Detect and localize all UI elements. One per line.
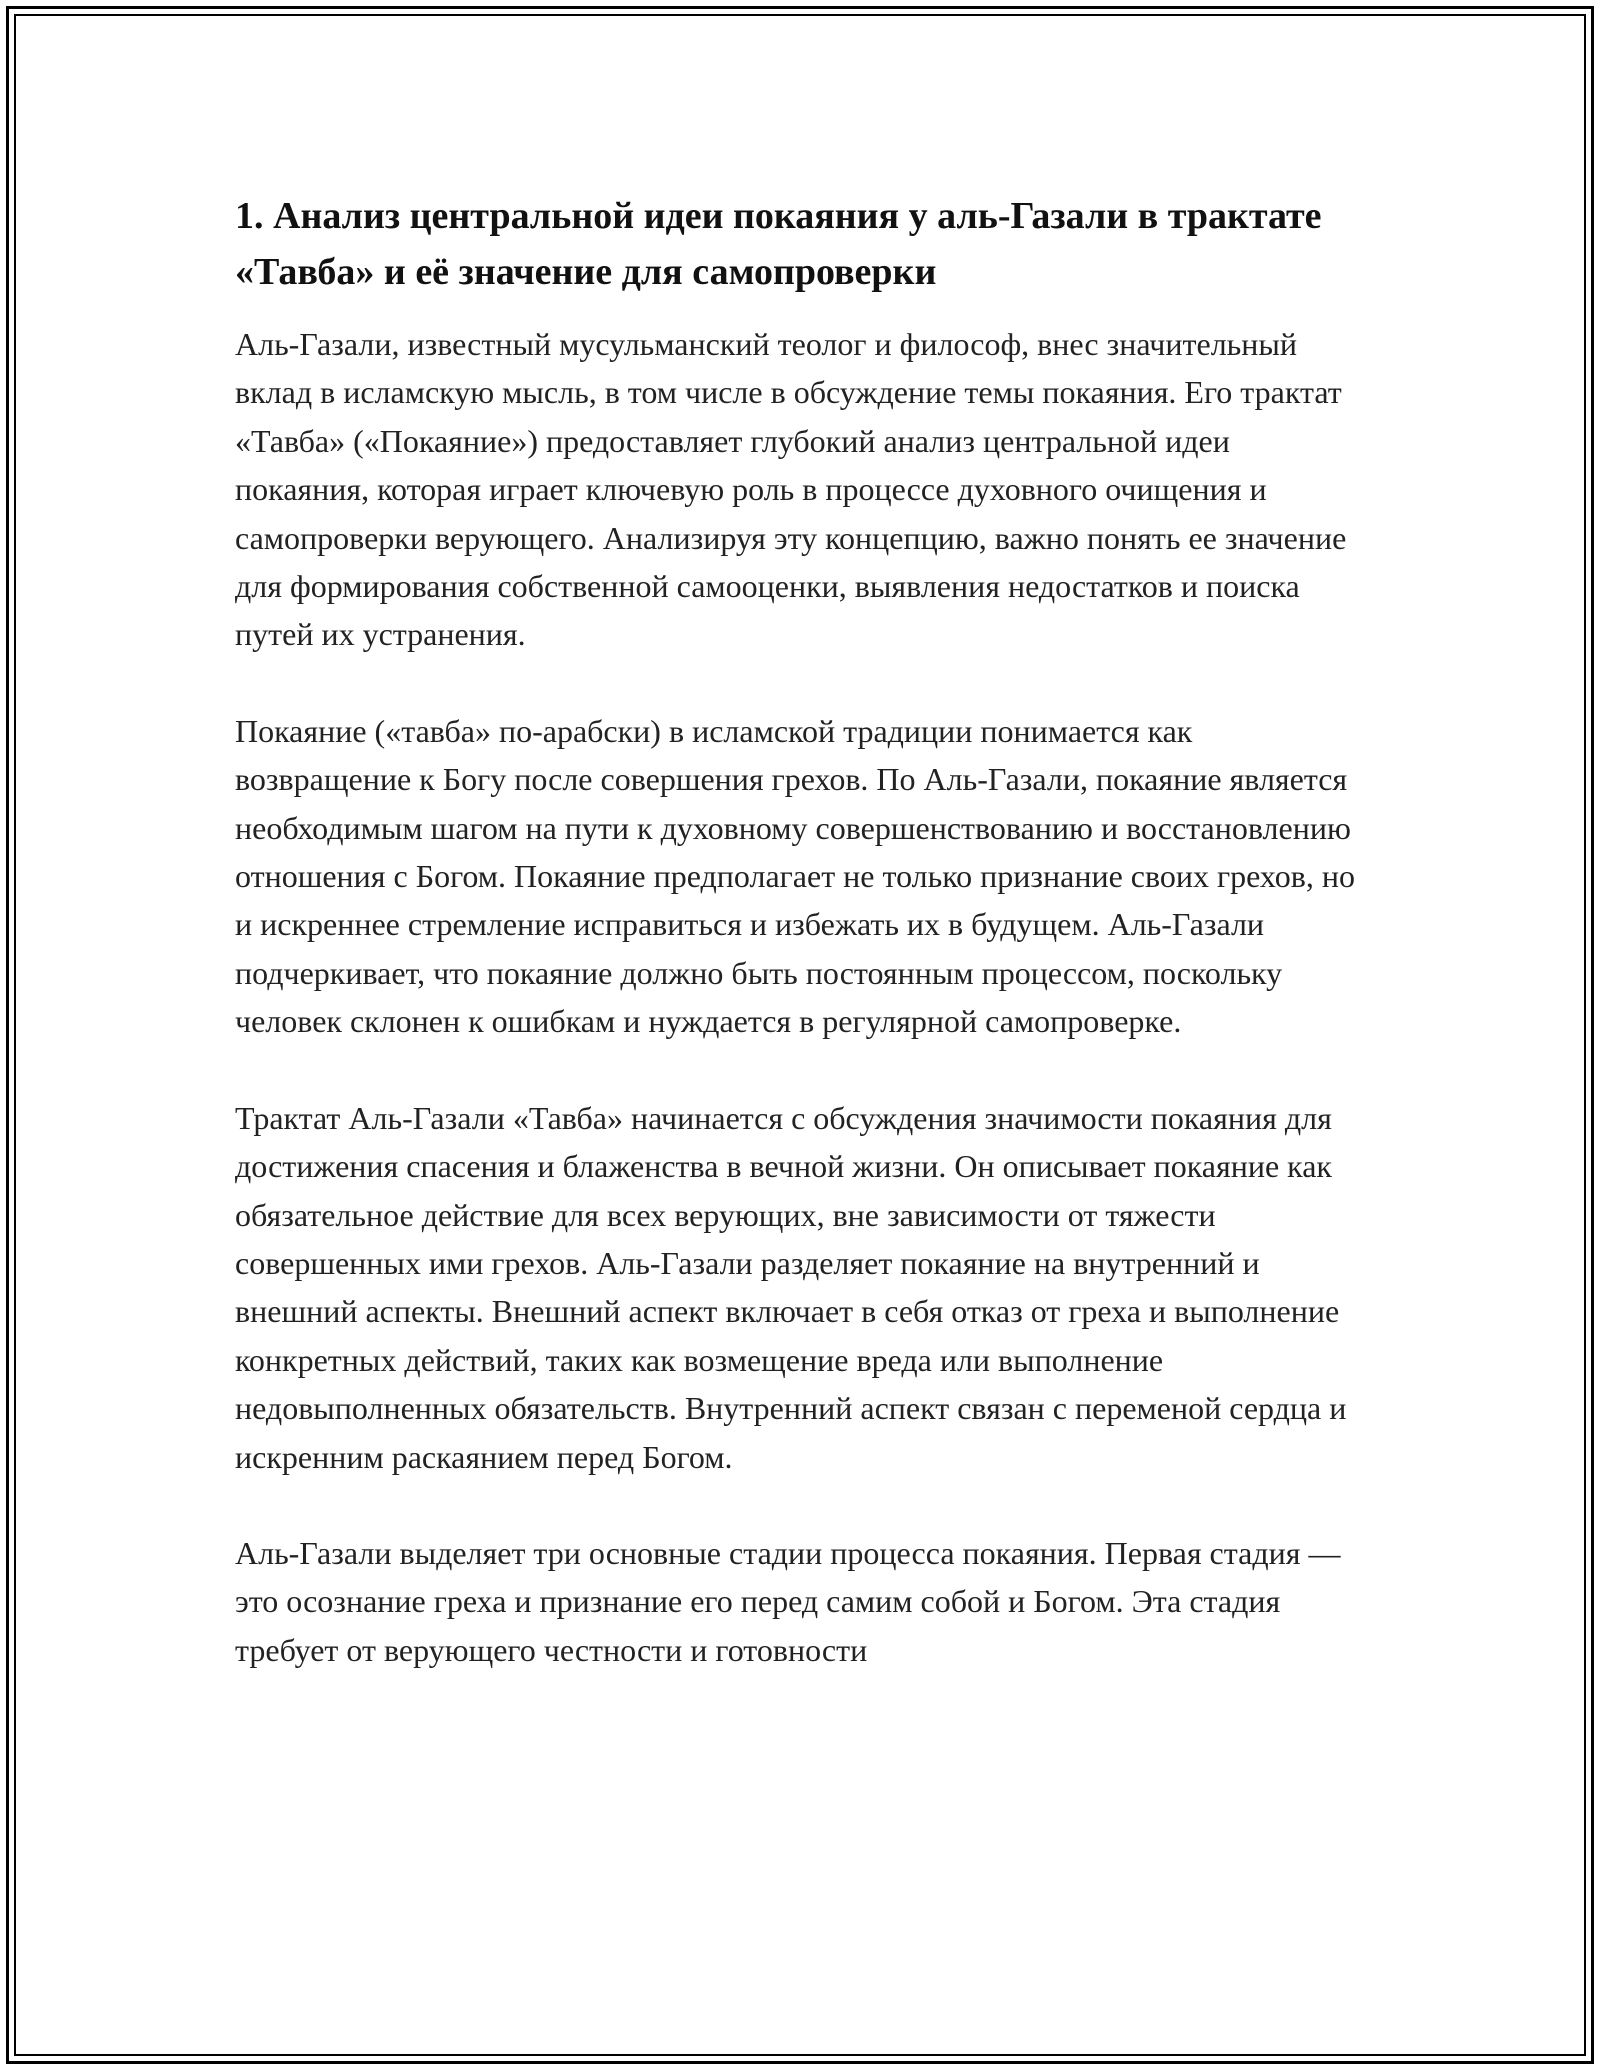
section-heading: 1. Анализ центральной идеи покаяния у аль-Газали в трактате «Тавба» и её значение для самопроверки — [235, 195, 1322, 293]
paragraph-3: Трактат Аль-Газали «Тавба» начинается с обсуждения значимости покаяния для достижения спасения и блаженства в вечной жизни. Он описывает покаяние как обязательное действие для всех верующих, вне зависимости от тяжести совершенных ими грехов. Аль-Газали разделяет покаяние на внутренний и внешний аспекты. Внешний аспект включает в себя отказ от греха и выполнение конкретных действий, таких как возмещение вреда или выполнение недовыполненных обязательств. Внутренний аспект связан с переменой сердца и искренним раскаянием перед Богом. — [235, 1099, 1347, 1475]
paragraph-1: Аль-Газали, известный мусульманский теолог и философ, внес значительный вклад в исламскую мысль, в том числе в обсуждение темы покаяния. Его трактат «Тавба» («Покаяние») предоставляет глубокий анализ центральной идеи покаяния, которая играет ключевую роль в процессе духовного очищения и самопроверки верующего. Анализируя эту концепцию, важно понять ее значение для формирования собственной самооценки, выявления недостатков и поиска путей их устранения. — [235, 326, 1347, 653]
paragraph-2: Покаяние («тавба» по-арабски) в исламской традиции понимается как возвращение к Богу после совершения грехов. По Аль-Газали, покаяние является необходимым шагом на пути к духовному совершенствованию и восстановлению отношения с Богом. Покаяние предполагает не только признание своих грехов, но и искреннее стремление исправиться и избежать их в будущем. Аль-Газали подчеркивает, что покаяние должно быть постоянным процессом, поскольку человек склонен к ошибкам и нуждается в регулярной самопроверке. — [235, 712, 1355, 1040]
paragraph-4: Аль-Газали выделяет три основные стадии процесса покаяния. Первая стадия — это осознание греха и признание его перед самим собой и Богом. Эта стадия требует от верующего честности и готовности — [235, 1534, 1341, 1668]
document-body — [235, 188, 1370, 1674]
